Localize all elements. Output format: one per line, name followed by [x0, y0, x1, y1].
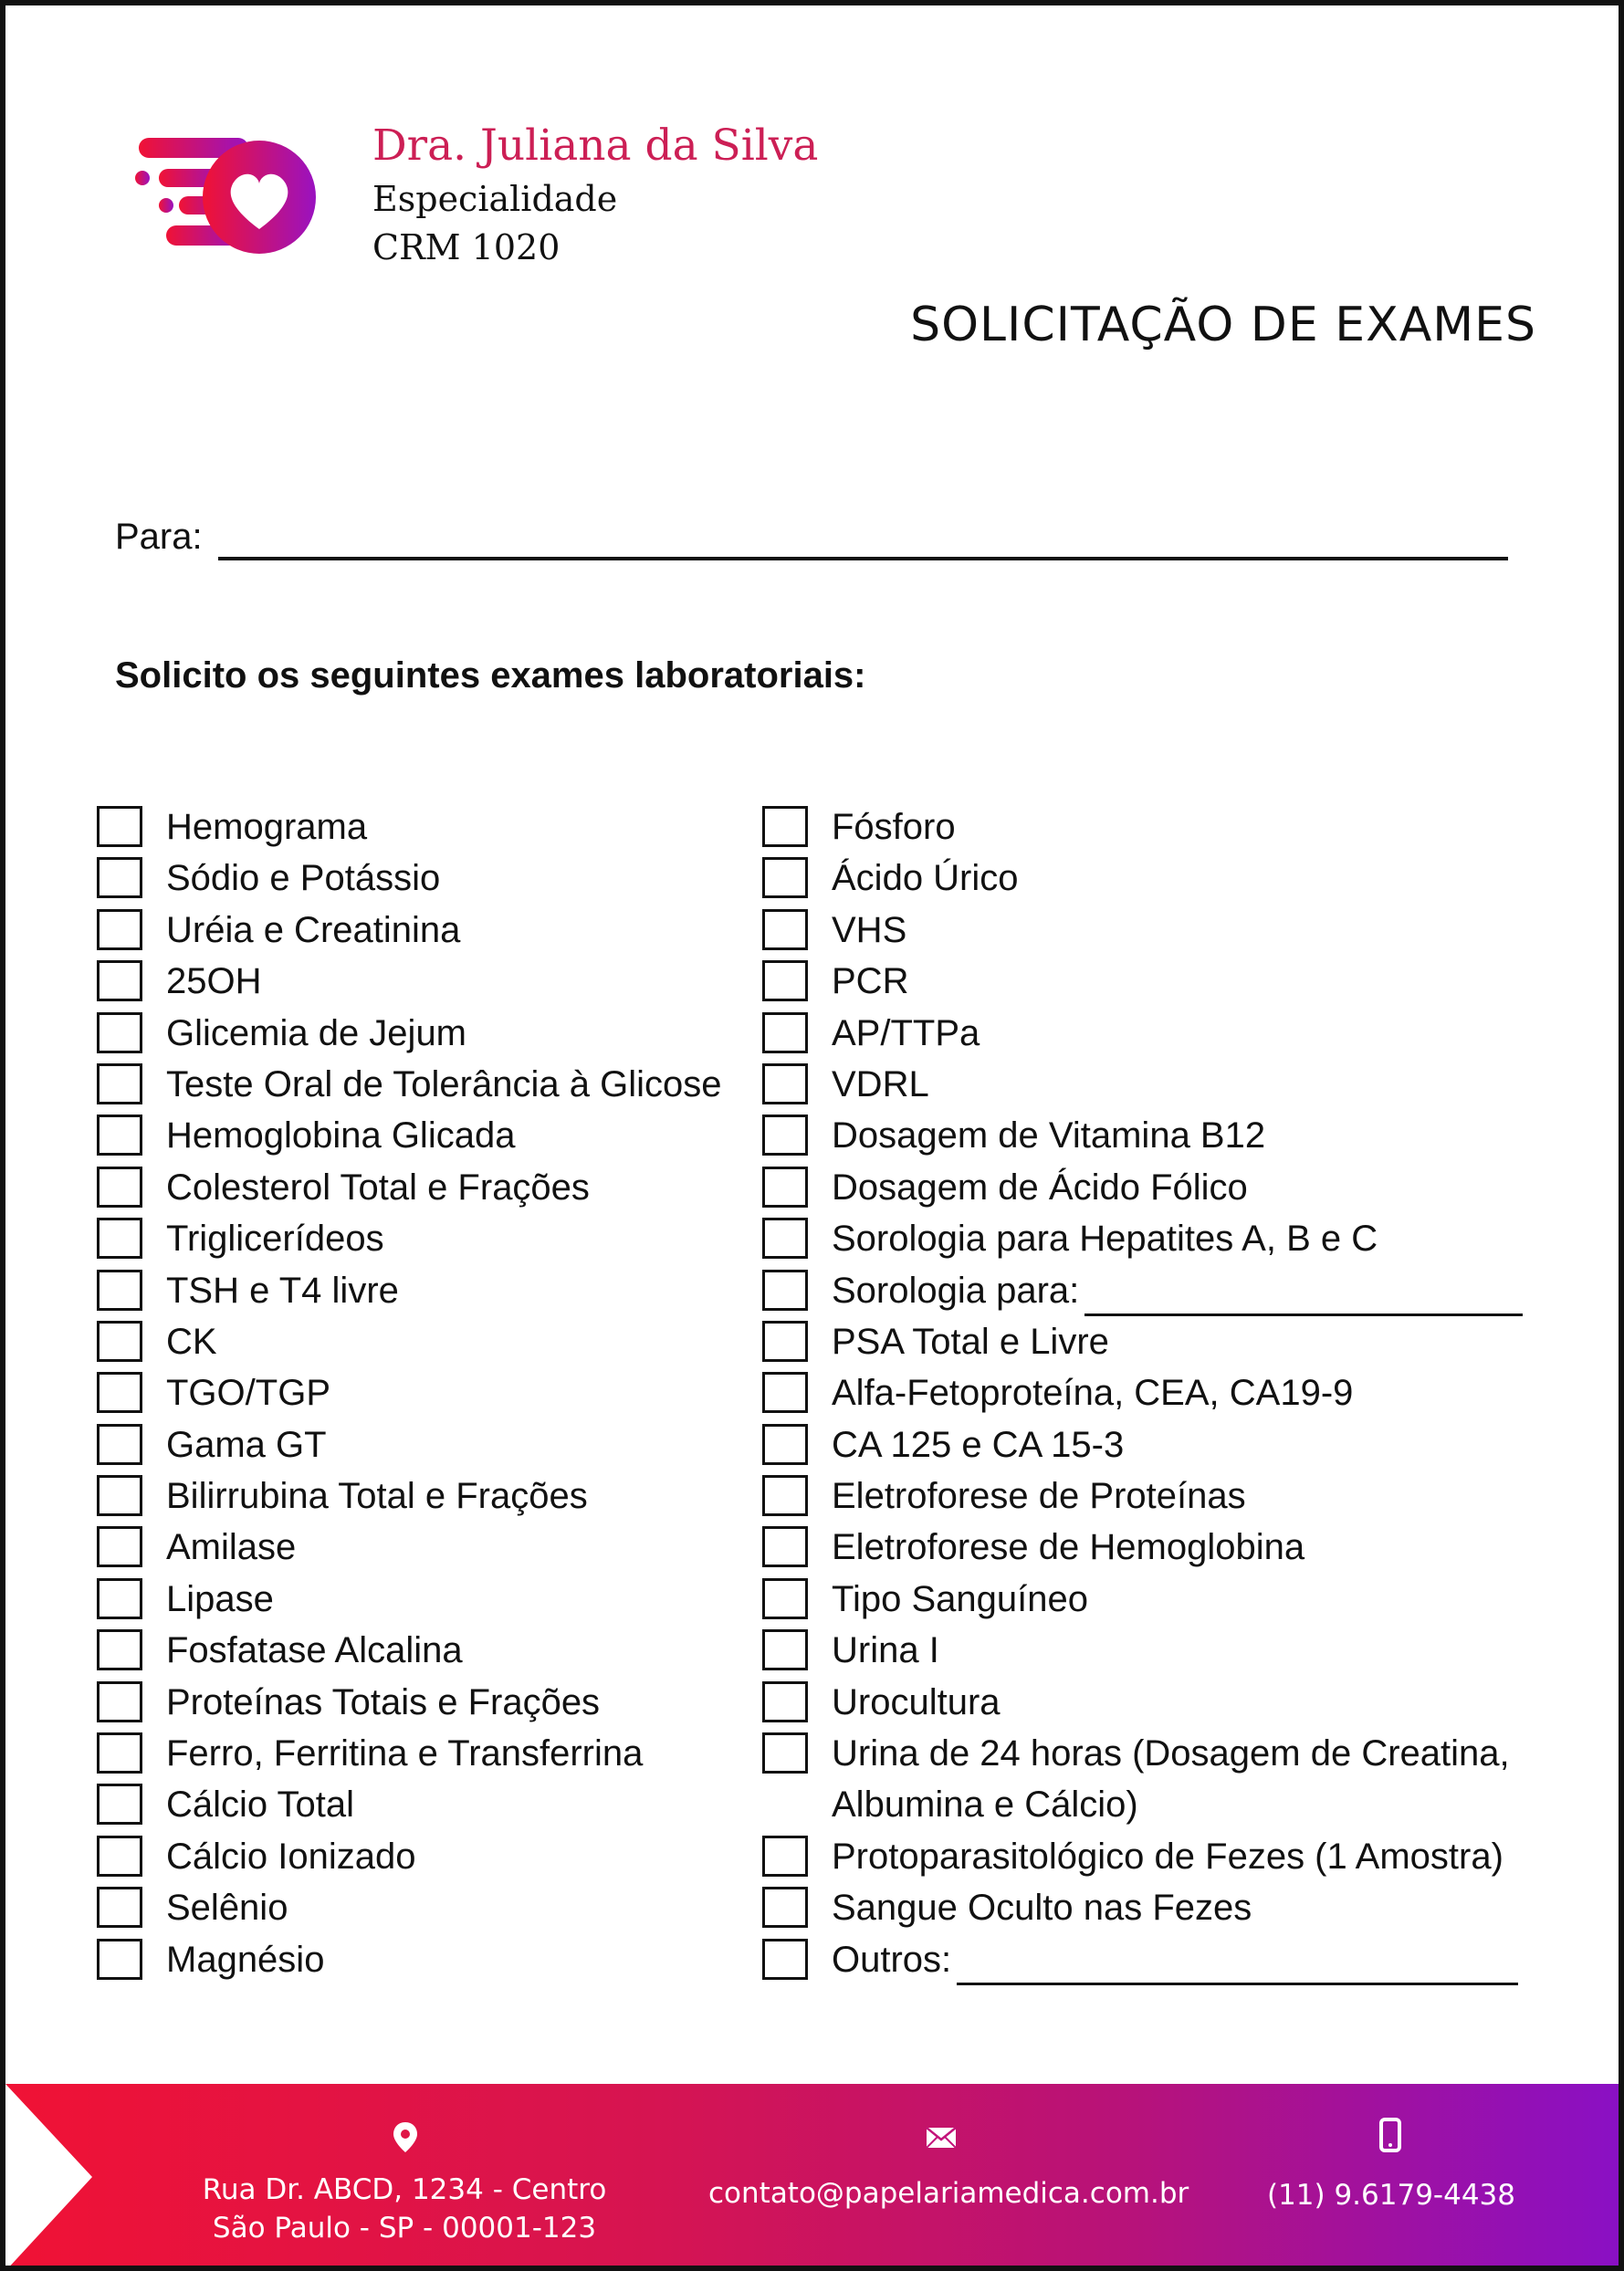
footer-address	[202, 2171, 607, 2247]
doctor-crm: CRM 1020	[372, 227, 561, 267]
recipient-label: Para:	[115, 517, 203, 557]
exam-checkbox[interactable]	[762, 1012, 808, 1053]
exam-checkbox[interactable]	[97, 909, 142, 950]
exam-checkbox[interactable]	[762, 1270, 808, 1311]
exam-checkbox[interactable]	[97, 1836, 142, 1877]
intro-text: Solicito os seguintes exames laboratoriais:	[115, 655, 866, 696]
exam-checkbox[interactable]	[762, 960, 808, 1001]
envelope-icon	[923, 2119, 959, 2155]
exam-checkbox[interactable]	[97, 1526, 142, 1567]
footer-email[interactable]: contato@papelariamedica.com.br	[708, 2177, 1189, 2210]
address-line-2: São Paulo - SP - 00001-123	[212, 2212, 597, 2245]
location-pin-icon	[387, 2119, 424, 2155]
exam-checkbox[interactable]	[762, 1836, 808, 1877]
exam-checkbox[interactable]	[762, 1629, 808, 1670]
footer-phone[interactable]: (11) 9.6179-4438	[1266, 2179, 1516, 2212]
exam-checkbox[interactable]	[97, 1424, 142, 1465]
exam-checkbox[interactable]	[97, 1115, 142, 1156]
exam-checkbox[interactable]	[97, 857, 142, 898]
exam-checkbox[interactable]	[97, 1681, 142, 1722]
exam-checkbox[interactable]	[762, 1372, 808, 1413]
exam-checkbox[interactable]	[762, 1424, 808, 1465]
exam-checkbox[interactable]	[97, 1732, 142, 1774]
page-title: SOLICITAÇÃO DE EXAMES	[910, 298, 1536, 352]
exam-checkbox[interactable]	[97, 1939, 142, 1980]
exam-checkbox[interactable]	[97, 1372, 142, 1413]
doctor-specialty: Especialidade	[372, 179, 618, 219]
exam-checkbox[interactable]	[97, 960, 142, 1001]
doctor-name: Dra. Juliana da Silva	[372, 120, 819, 171]
exam-checkbox[interactable]	[762, 1475, 808, 1516]
mobile-phone-icon	[1372, 2117, 1409, 2153]
exam-checkbox[interactable]	[762, 806, 808, 847]
exam-request-form: Dra. Juliana da Silva Especialidade CRM 1020 SOLICITAÇÃO DE EXAMES Para: Solicito os seguintes exames laboratoriais: Hemograma Sódio e Potássio Uréia e Creatinina 25OH Glicemia de Jejum Teste Oral de Tolerância à Glicose Hemoglobina Glicada Colesterol Total e Frações Triglicerídeos TSH e T4 livre CK TGO/TGP Gama GT Bilirrubina Total e Frações Amilase Lipase Fosfatase Alcalina Proteínas Totais e Frações Ferro, Ferritina e Transferrina Cálcio Total Cálcio Ionizado Selênio Magnésio Fósforo Ácido Úrico VHS PCR AP/TTPa VDRL Dosagem de Vitamina B12 Dosagem de Ácido Fólico Sorologia para Hepatites A, B e C Sorologia para: PSA Total e Livre Alfa-Fetoproteína, CEA, CA19-9 CA 125 e CA 15-3 Eletroforese de Proteínas Eletroforese de Hemoglobina Tipo Sanguíneo Urina I Urocultura Urina de 24 horas (Dosagem de Creatina, Albumina e Cálcio) Protoparasitológico de Fezes (1 Amostra) Sangue Oculto nas Fezes Outros: Rua Dr. ABCD, 1234 - Centro São Paulo - SP - 00001-123 contato@papelariamedica.com.br (11) 9.6179-4438	[0, 0, 1624, 2271]
address-line-1: Rua Dr. ABCD, 1234 - Centro	[202, 2173, 607, 2206]
exam-checkbox[interactable]	[762, 1939, 808, 1980]
exam-checkbox[interactable]	[97, 1063, 142, 1104]
exam-checkbox[interactable]	[762, 909, 808, 950]
exam-checkbox[interactable]	[762, 1578, 808, 1619]
exam-checkbox[interactable]	[762, 1526, 808, 1567]
exam-checkbox[interactable]	[762, 1063, 808, 1104]
exam-checkbox[interactable]	[97, 1475, 142, 1516]
exam-checkbox[interactable]	[97, 1270, 142, 1311]
exam-checkbox[interactable]	[762, 857, 808, 898]
exam-checkbox[interactable]	[762, 1732, 808, 1774]
exam-checkbox[interactable]	[762, 1218, 808, 1259]
exam-checkbox[interactable]	[97, 1012, 142, 1053]
sorologia-blank-field[interactable]	[1084, 1281, 1523, 1316]
exam-checkbox[interactable]	[762, 1887, 808, 1928]
exam-checkbox[interactable]	[762, 1115, 808, 1156]
footer-band	[5, 2084, 1619, 2271]
exam-checkbox[interactable]	[762, 1321, 808, 1362]
exam-checkbox[interactable]	[97, 806, 142, 847]
exam-checkbox[interactable]	[97, 1629, 142, 1670]
recipient-field[interactable]	[218, 557, 1508, 560]
exam-checkbox[interactable]	[97, 1321, 142, 1362]
exam-checkbox[interactable]	[97, 1784, 142, 1825]
exam-checkbox[interactable]	[762, 1167, 808, 1208]
exam-checkbox[interactable]	[97, 1578, 142, 1619]
exam-checkbox[interactable]	[762, 1681, 808, 1722]
heart-speed-logo	[133, 138, 325, 256]
exam-checkbox[interactable]	[97, 1218, 142, 1259]
exam-checkbox[interactable]	[97, 1167, 142, 1208]
footer-arrow-decoration	[5, 2084, 92, 2271]
exam-checkbox[interactable]	[97, 1887, 142, 1928]
outros-blank-field[interactable]	[957, 1950, 1518, 1985]
